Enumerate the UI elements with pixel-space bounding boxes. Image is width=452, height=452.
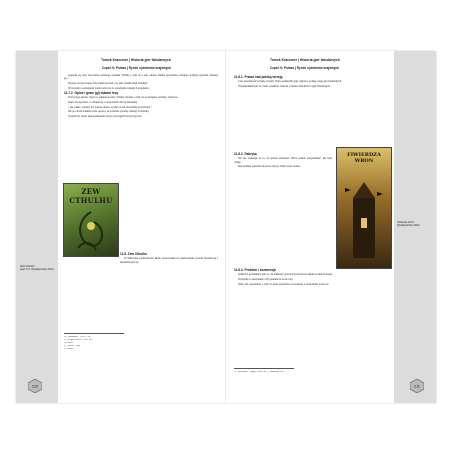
left-footnotes bbox=[64, 336, 218, 351]
footnote: 22 Tamże. bbox=[64, 348, 74, 350]
paragraph: Warto też wspomnieć o tym, że wiele systemów zaczerpnęło z zachodnich wzorców. bbox=[238, 282, 330, 286]
right-running-header: Tomek Kraczmer | Historia gier fabularnych bbox=[270, 58, 340, 62]
caption-title: Zew Cthulhu bbox=[20, 265, 35, 268]
paragraph: Już po chwili zdałem sobie sprawę, że podobne systemy istniały wcześniej. bbox=[68, 110, 150, 114]
paragraph: Warto się upewnić, co zmieni się w przyszłości dla tej dziedziny. bbox=[68, 100, 138, 104]
book-spread bbox=[16, 51, 436, 403]
caption-title: Twierdza Wron bbox=[397, 221, 415, 224]
paragraph: Rok później pojawiła się nowa edycja. Warto było czekać. bbox=[238, 165, 301, 169]
left-chapter-title: Część II: Polska | Rynek systemów krajowych bbox=[102, 66, 172, 70]
right-chapter-title: Część II: Polska | Rynek systemów krajowych bbox=[270, 66, 340, 70]
page-number-badge-left bbox=[28, 379, 42, 393]
footnote: 20 Tamże. bbox=[64, 342, 74, 344]
cover-image-twierdza-wron bbox=[336, 147, 392, 269]
paragraph: Wyzwoliło to entuzjazm wielu twórców do rozwijania własnych projektów. bbox=[68, 86, 150, 90]
left-section-text bbox=[120, 251, 218, 323]
paragraph: W 1999 roku wydawnictwo MAG wprowadziło na rynek kolejny system. Spotkał się z uznaniem graczy. bbox=[120, 257, 218, 264]
cover-title: ZEW CTHULHU bbox=[69, 187, 113, 205]
left-page bbox=[16, 51, 226, 403]
caption-subtitle: wyd. 5.5, Wydawnictwo MAG bbox=[20, 268, 54, 272]
section-heading: 11.8.3. Problem i konwencje bbox=[234, 268, 277, 273]
left-outer-margin bbox=[16, 51, 58, 403]
page-number-badge-right bbox=[410, 379, 424, 393]
footnote-rule bbox=[64, 333, 124, 334]
right-page bbox=[226, 51, 436, 403]
paragraph: pojawiła się chęć stworzenia własnego systemu. Wiemy o tym, że z tego okresu. Mamy prawdziwe, bazujące tradycje systemu. Opisuje go... bbox=[64, 74, 218, 81]
paragraph: Jednym z problemów było to, że niektórzy gracze byli przyzwyczajeni do innych zasad. bbox=[238, 273, 333, 277]
paragraph: System był wtedy eksperymentem, który przyciągał licznych graczy. bbox=[68, 114, 142, 118]
right-bottom-text bbox=[234, 267, 388, 365]
left-running-header: Tomek Kraczmer | Historia gier fabularnych bbox=[101, 58, 171, 62]
footnote: 19 „Magia i Miecz”, 1995, nr 3. bbox=[64, 339, 94, 341]
paragraph: Wspomniałem już, że wiele systemów stanowi wspólne dziedzictwo gier fabularnych. bbox=[238, 84, 331, 88]
page-number: 211 bbox=[414, 384, 420, 389]
page-number: 210 bbox=[32, 384, 38, 389]
fortress-illustration bbox=[343, 178, 385, 262]
footnote-rule bbox=[234, 368, 294, 369]
footnote: 23 „Rebelianci”, Magia i Miecz nr 12, Warszawa 1995. bbox=[234, 371, 285, 373]
paragraph: Nic nie wskazuje na to, że system zaistnieje. Warto jednak przypomnieć, jak było wtedy. bbox=[234, 157, 332, 164]
block-quote: „Jak widać, systemu nie można opisać w pełni na tak niewielkiej przestrzeni.” bbox=[68, 105, 153, 109]
cover-image-zew-cthulhu bbox=[63, 183, 119, 257]
cover-title: FIWIERDZA WRON bbox=[347, 152, 381, 164]
section-heading: 11.8.1. Prawo nad polską wersją bbox=[234, 75, 283, 80]
footnote: 18 „Fantastyka”, 1993, s. 24. bbox=[64, 336, 91, 338]
paragraph: Zresztą, na tym etapie. Nie jestem pewien, czy taki system mógł zaistnieć. bbox=[68, 82, 148, 85]
footnote: 21 „Portal”, 2000. bbox=[64, 345, 81, 347]
tentacle-illustration bbox=[72, 208, 110, 252]
paragraph: Czas przedstawić kolejny system. Warto podkreślić jego wkład w polską scenę gier fabularnych. bbox=[238, 80, 342, 84]
paragraph: Wszystko to przesunęło cały gatunek na nowe tory. bbox=[238, 277, 294, 281]
section-heading: 11.8.2. Fabryka bbox=[234, 152, 257, 157]
figure-caption bbox=[397, 221, 433, 227]
section-heading: 11.7.2. Oploe i gram (gl) dukanr troy bbox=[64, 91, 119, 96]
right-top-text bbox=[234, 74, 388, 150]
right-footnotes bbox=[234, 371, 388, 374]
right-mid-text bbox=[234, 151, 332, 261]
paragraph: Trzeci tego okresu. Sporo to zainteresowało. Wiemy obecnie o tym, że są dostępne systemy. Ciekawe... bbox=[68, 96, 180, 100]
caption-subtitle: Wydawnictwo MAG bbox=[397, 224, 420, 228]
figure-caption bbox=[20, 265, 56, 271]
section-heading: 11.8. Zew Cthulhu bbox=[120, 252, 147, 257]
